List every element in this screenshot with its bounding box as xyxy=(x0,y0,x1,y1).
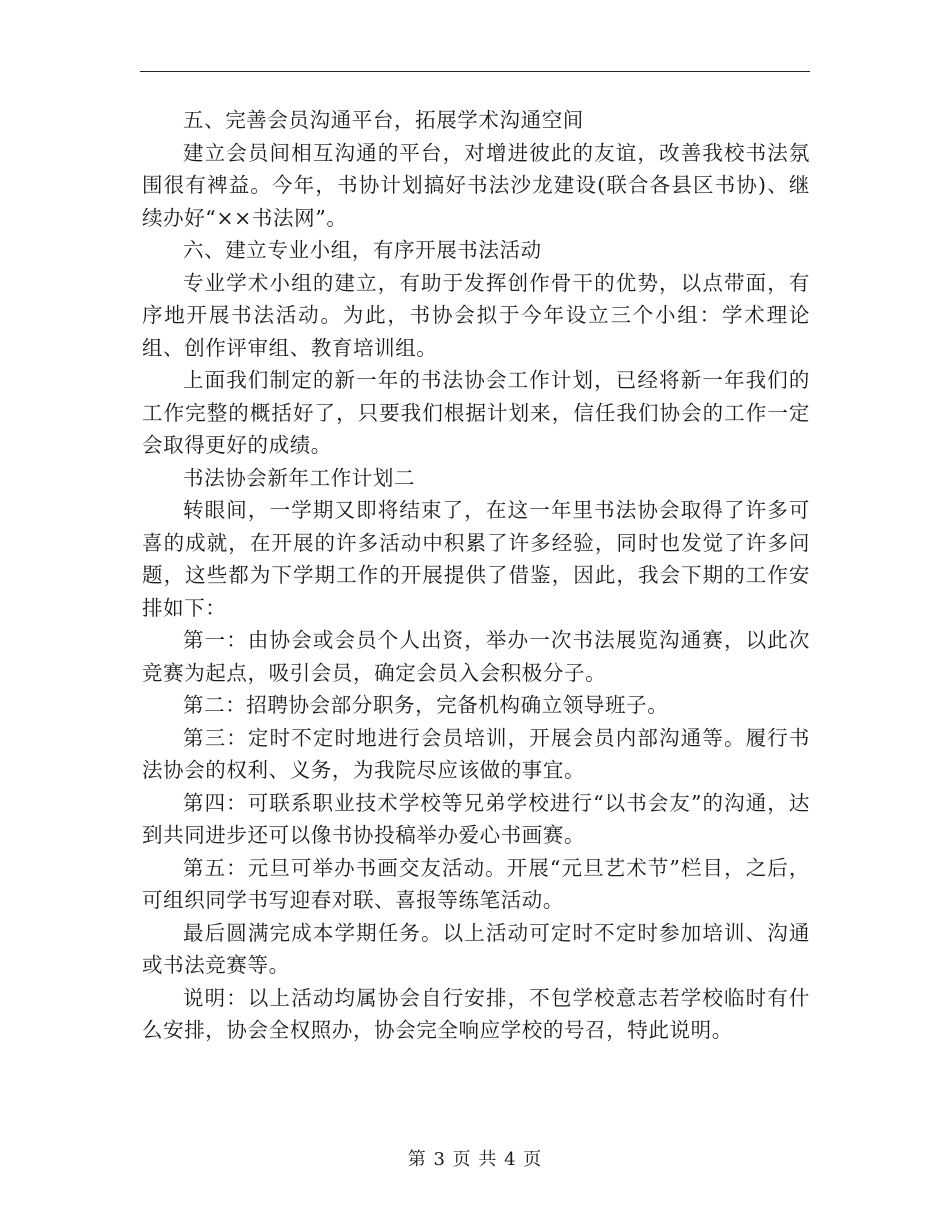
page-footer xyxy=(0,1148,950,1172)
item-fifth: 第五：元旦可举办书画交友活动。开展“元旦艺术节”栏目，之后，可组织同学书写迎春对联、喜报等练笔活动。 xyxy=(142,855,810,912)
paragraph: 上面我们制定的新一年的书法协会工作计划，已经将新一年我们的工作完整的概括好了，只要我们根据计划来，信任我们协会的工作一定会取得更好的成绩。 xyxy=(142,368,810,457)
section-heading-six: 六、建立专业小组，有序开展书法活动 xyxy=(183,238,542,262)
plan-two-title: 书法协会新年工作计划二 xyxy=(183,465,416,490)
item-fourth: 第四：可联系职业技术学校等兄弟学校进行“以书会友”的沟通，达到共同进步还可以像书协投稿举办爱心书画赛。 xyxy=(142,790,810,847)
footer-prefix: 第 xyxy=(407,1149,434,1170)
footer-middle: 页 共 xyxy=(445,1149,505,1170)
current-page-number: 3 xyxy=(433,1149,446,1170)
header-rule xyxy=(140,71,810,72)
paragraph: 专业学术小组的建立，有助于发挥创作骨干的优势，以点带面，有序地开展书法活动。为此，书协会拟于今年设立三个小组：学术理论组、创作评审组、教育培训组。 xyxy=(142,270,810,360)
note-paragraph: 说明：以上活动均属协会自行安排，不包学校意志若学校临时有什么安排，协会全权照办，协会完全响应学校的号召，特此说明。 xyxy=(142,985,810,1042)
paragraph: 转眼间，一学期又即将结束了，在这一年里书法协会取得了许多可喜的成就，在开展的许多活动中积累了许多经验，同时也发觉了许多问题，这些都为下学期工作的开展提供了借鉴，因此，我会下期的工作安排如下： xyxy=(142,498,810,620)
paragraph: 建立会员间相互沟通的平台，对增进彼此的友谊，改善我校书法氛围很有裨益。今年，书协计划搞好书法沙龙建设(联合各县区书协)、继续办好“××书法网”。 xyxy=(142,140,810,230)
section-heading-five: 五、完善会员沟通平台，拓展学术沟通空间 xyxy=(183,108,584,132)
footer-suffix: 页 xyxy=(516,1149,543,1170)
item-first: 第一：由协会或会员个人出资，举办一次书法展览沟通赛，以此次竞赛为起点，吸引会员，确定会员入会积极分子。 xyxy=(142,628,810,685)
document-body xyxy=(142,104,810,1047)
item-third: 第三：定时不定时地进行会员培训，开展会员内部沟通等。履行书法协会的权利、义务，为我院尽应该做的事宜。 xyxy=(142,725,810,782)
paragraph: 最后圆满完成本学期任务。以上活动可定时不定时参加培训、沟通或书法竞赛等。 xyxy=(142,920,810,977)
total-pages-number: 4 xyxy=(504,1149,517,1170)
item-second: 第二：招聘协会部分职务，完备机构确立领导班子。 xyxy=(183,693,669,717)
